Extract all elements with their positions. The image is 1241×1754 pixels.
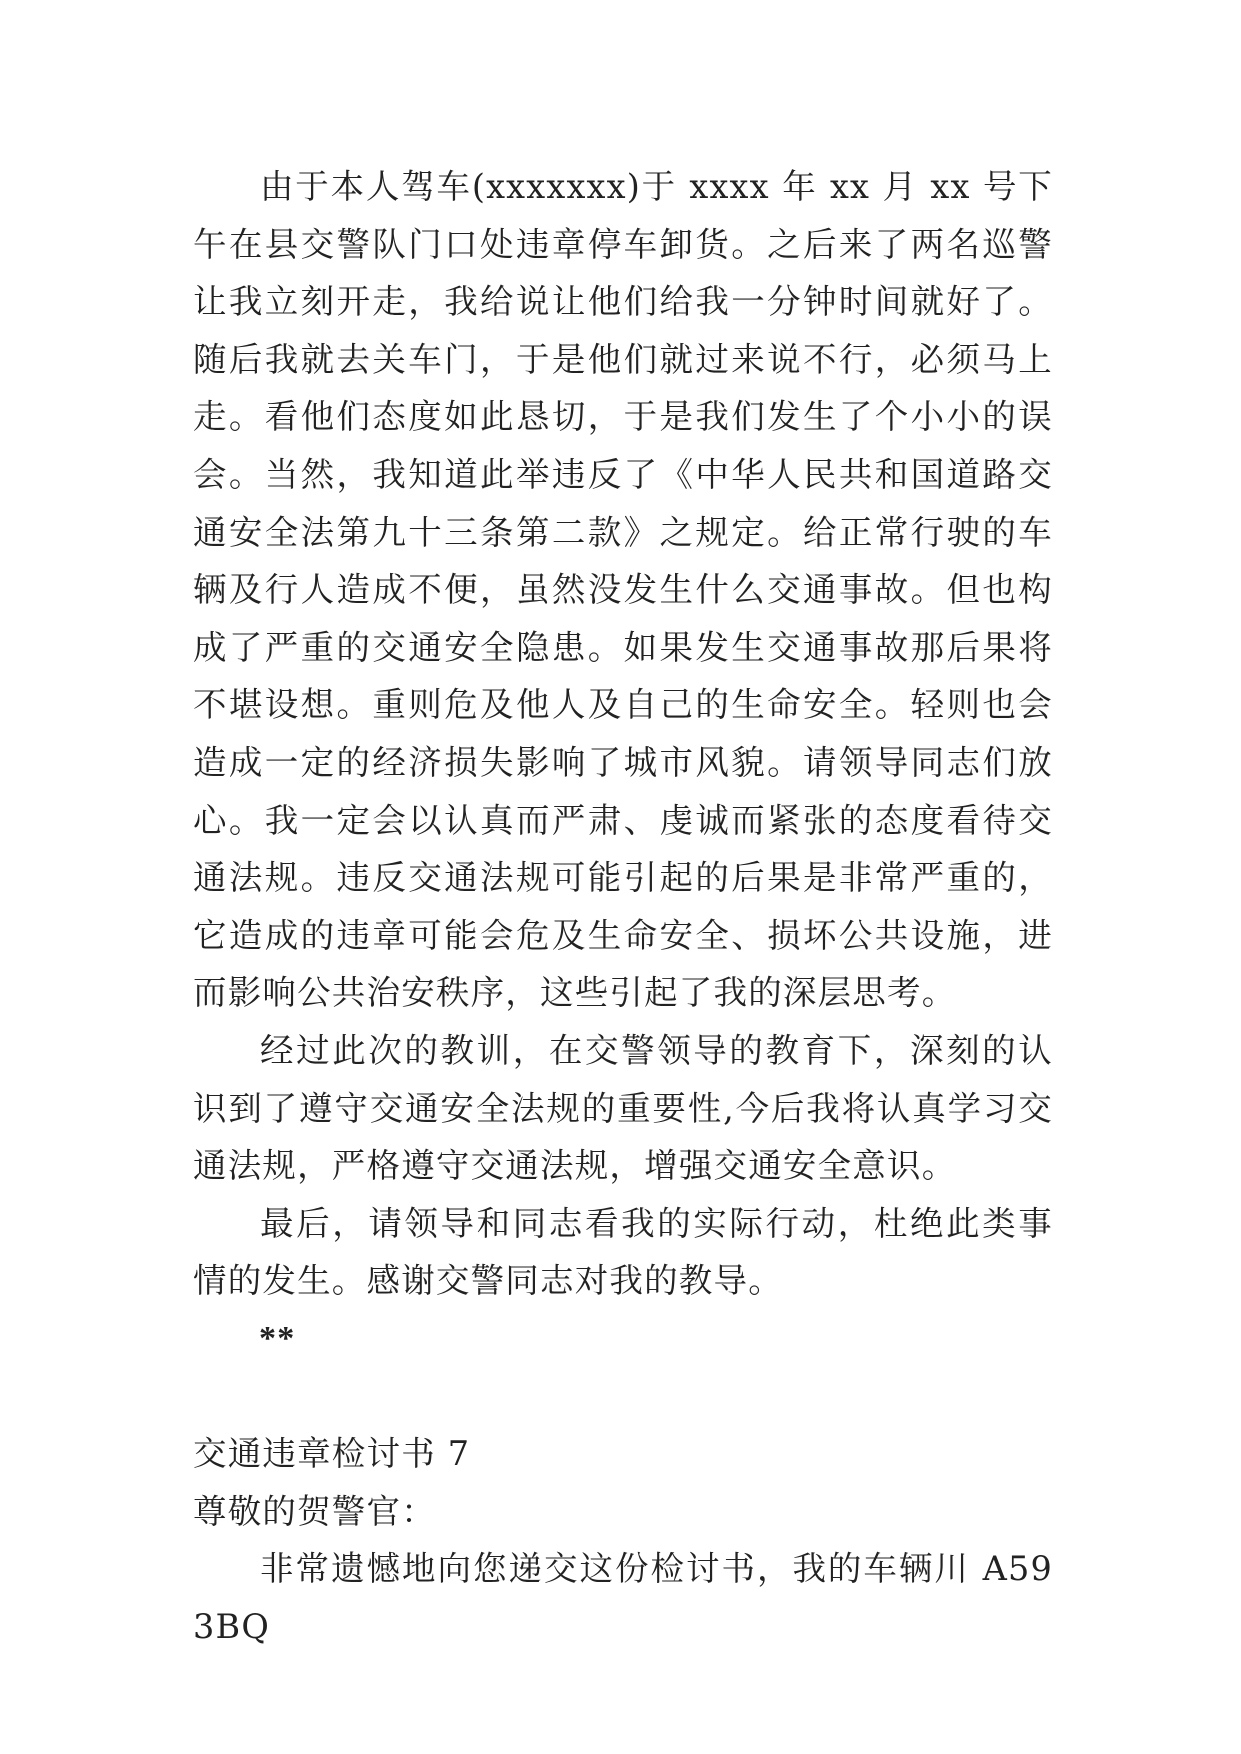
signature-mark: ** bbox=[259, 1319, 296, 1357]
paragraph-lesson: 经过此次的教训，在交警领导的教育下，深刻的认识到了遵守交通安全法规的重要性,今后我将认真学习交通法规，严格遵守交通法规，增强交通安全意识。 bbox=[193, 1030, 1053, 1186]
section-title: 交通违章检讨书 7 bbox=[193, 1434, 471, 1474]
salutation: 尊敬的贺警官： bbox=[193, 1491, 436, 1531]
paragraph-next-intro: 非常遗憾地向您递交这份检讨书，我的车辆川 A593BQ bbox=[193, 1549, 1053, 1646]
blank-line bbox=[193, 1367, 1053, 1425]
document-body bbox=[193, 158, 1053, 1655]
paragraph-closing: 最后，请领导和同志看我的实际行动，杜绝此类事情的发生。感谢交警同志对我的教导。 bbox=[193, 1203, 1053, 1301]
paragraph-incident: 由于本人驾车(xxxxxxx)于 xxxx 年 xx 月 xx 号下午在县交警队门口处违章停车卸货。之后来了两名巡警让我立刻开走，我给说让他们给我一分钟时间就好了。随后我就去关车门，于是他们就过来说不行，必须马上走。看他们态度如此恳切，于是我们发生了个小小的误会。当然，我知道此举违反了《中华人民共和国道路交通安全法第九十三条第二款》之规定。给正常行驶的车辆及行人造成不便，虽然没发生什么交通事故。但也构成了严重的交通安全隐患。如果发生交通事故那后果将不堪设想。重则危及他人及自己的生命安全。轻则也会造成一定的经济损失影响了城市风貌。请领导同志们放心。我一定会以认真而严肃、虔诚而紧张的态度看待交通法规。违反交通法规可能引起的后果是非常严重的，它造成的违章可能会危及生命安全、损坏公共设施，进而影响公共治安秩序，这些引起了我的深层思考。 bbox=[193, 167, 1053, 1013]
